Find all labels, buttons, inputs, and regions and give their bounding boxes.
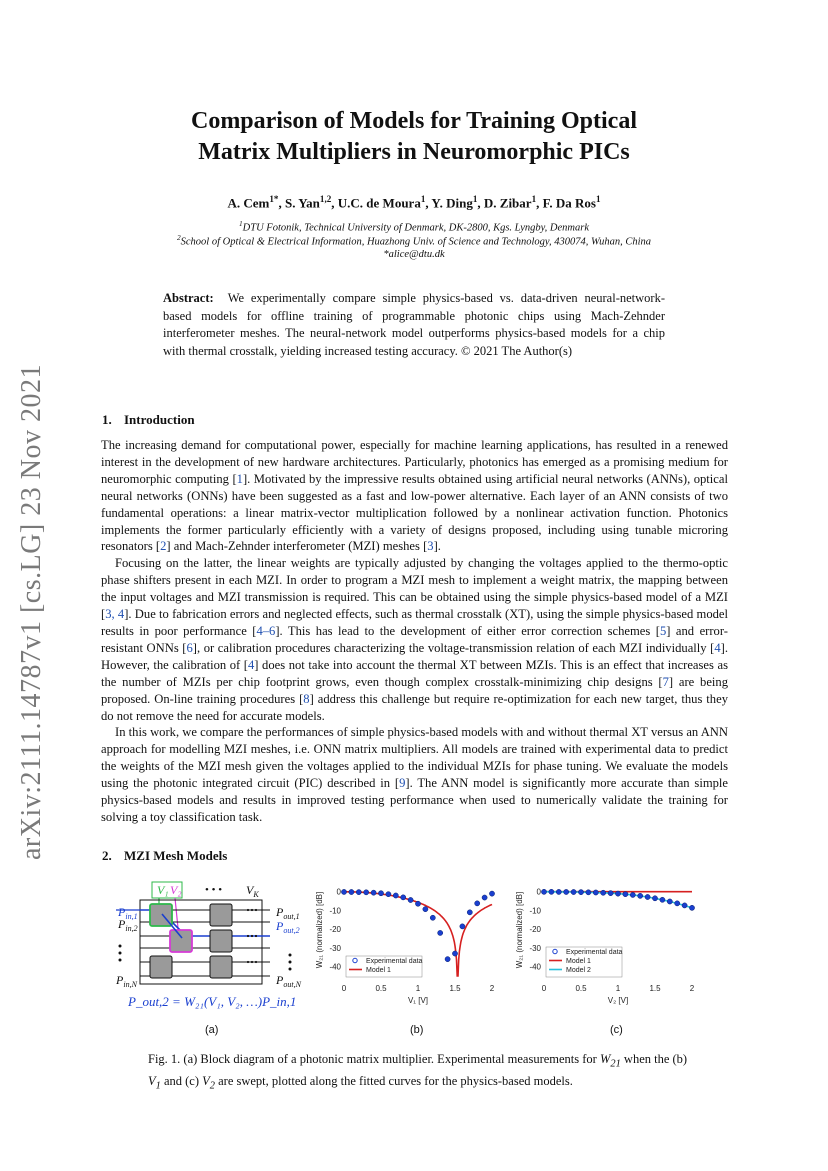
author-name: D. Zibar [483,195,532,211]
data-point [571,889,576,894]
legend-entry: Experimental data [366,958,423,965]
abstract [163,290,665,360]
affiliation-1-text: DTU Fotonik, Technical University of Denmark, DK-2800, Kgs. Lyngby, Denmark [242,222,590,234]
data-point [467,910,472,915]
data-point [460,924,465,929]
figure-caption: Fig. 1. (a) Block diagram of a photonic matrix multiplier. Experimental measurements for $W_{21}$ when the (b) $V_1$ and (c) $V_2$ are swept, plotted along the fitted curves for the physics-based models. [148,1052,688,1091]
x-tick-label: 0 [541,984,547,993]
paragraph-1: The increasing demand for computational power, especially for machine learning applications, has resulted in a renewed interest in the development of new hardware architectures. Particularly, photonics has emerged as a promising medium for neuromorphic computing [1]. Motivated by the impressive results obtained using artificial neural networks (ANNs), optical neural networks (ONNs) have been suggested as a fast and low-power alternative. Each layer of an ANN consists of two fundamental operations: a linear matrix-vector multiplication followed by a nonlinear activation function. Photonics implements the former particularly efficiently with a variety of designs proposed, including using tunable microring resonators [2] and Mach-Zehnder interferometer (MZI) meshes [3]. [101,438,728,554]
vk-label: $V_K$ [246,883,259,899]
pout2-label: $P_{out,2}$ [276,919,300,935]
data-point [615,891,620,896]
x-tick-label: 2 [689,984,695,993]
legend-entry: Model 1 [566,958,591,965]
author-list: A. Cem$^{1*}$, S. Yan$^{1,2}$, U.C. de Moura$^1$, Y. Ding$^1$, D. Zibar$^1$, F. Da Ros$^1$ [227,194,601,211]
x-tick-label: 1.5 [649,984,661,993]
author-name: S. Yan [284,195,320,211]
data-point [645,894,650,899]
citation-link[interactable]: 1 [236,471,243,486]
author-affiliation-mark: 1 [531,194,537,204]
author-name: A. Cem [227,195,270,211]
data-point [452,951,457,956]
y-tick-label: -40 [529,962,541,972]
legend-entry: Experimental data [566,949,623,956]
data-point [386,892,391,897]
x-tick-label: 2 [489,984,495,993]
data-point [349,889,354,894]
mzi-5 [210,930,232,952]
x-tick-label: 0.5 [575,984,587,993]
section-number: 1. [102,412,112,427]
author-affiliation-mark: 1 [472,194,478,204]
x-tick-label: 0 [341,984,347,993]
contact-email: *alice@dtu.dk [383,249,445,260]
y-tick-label: 0 [536,887,541,897]
citation-link[interactable]: 7 [662,674,669,689]
title-line-1: Comparison of Models for Training Optical [190,108,637,134]
author-affiliation-mark: 1 [595,194,601,204]
affiliation-2-mark: 2 [176,233,181,242]
citation-link[interactable]: 3, 4 [105,607,125,622]
paragraph-2: Focusing on the latter, the linear weights are typically adjusted by changing the voltages applied to the thermo-optic phase shifters present in each MZI. In order to program a MZI mesh to implement a weight matrix, the mapping between the input voltages and MZI transmission is required. This can be obtained using the simple physics-based model of a MZI [3, 4]. Due to fabrication errors and neglected effects, such as thermal crosstalk (XT), using the simple physics-based model results in poor performance [4–6]. This has lead to the development of either error correction schemes [5] and error-resistant ONNs [6], or calibration procedures characterizing the voltage-transmission relation of each MZI individually [4]. However, the calibration of [4] does not take into account the thermal XT between MZIs. This is an effect that increases as the number of MZIs per chip footprint grows, even though complex crosstalk-minimizing chip designs [7] are being proposed. On-line training procedures [8] address this challenge but require re-optimization for each new target, thus they do not remove the need for accurate models. [101,556,728,723]
paragraph-3: In this work, we compare the performances of simple physics-based models with and without thermal XT versus an ANN approach for modelling MZI meshes, i.e. ONN matrix multipliers. All models are trained with experimental data to predict the weights of the MZI mesh given the voltages applied to the individual MZIs for phase tuning. We evaluate the models using the photonic integrated circuit (PIC) described in [9]. The ANN model is significantly more accurate than simple physics-based models and results in improved testing performance when used to numerically validate the training for solving a toy classification task. [101,725,728,824]
data-point [578,890,583,895]
data-point [689,905,694,910]
section-heading-introduction [102,412,195,428]
citation-link[interactable]: 8 [303,691,310,706]
data-point [489,891,494,896]
y-axis-label: W₂₁ (normalized) [dB] [315,891,324,969]
y-axis-label: W₂₁ (normalized) [dB] [515,891,524,969]
x-axis-label: V₁ [V] [407,996,429,1005]
data-point [593,890,598,895]
y-tick-label: -10 [329,906,341,916]
data-point [438,930,443,935]
pinN-label: $P_{in,N}$ [116,973,137,989]
data-point [564,889,569,894]
abstract-text: We experimentally compare simple physics-based vs. data-driven neural-network-based models for offline training of programmable photonic chips using Mach-Zehnder interferometer meshes. The neural-network model outperforms physics-based models for a chip with thermal crosstalk, yielding increased testing accuracy. © 2021 The Author(s) [163,291,665,358]
data-point [638,893,643,898]
mzi-6 [210,956,232,978]
section-title: Introduction [124,412,195,427]
data-point [371,890,376,895]
data-point [482,895,487,900]
data-point [423,907,428,912]
chart-panel-c [506,878,706,1053]
x-tick-label: 1 [615,984,621,993]
author-affiliation-mark: 1* [269,194,279,204]
v1-label: V₁ [157,883,169,897]
top-dots: • • • [205,884,223,896]
affiliation-1 [100,219,728,234]
data-point [364,890,369,895]
panel-label-c: (c) [610,1024,623,1036]
introduction-body [101,437,728,826]
mzi-3 [150,956,172,978]
data-point [556,889,561,894]
data-point [445,957,450,962]
data-point [675,901,680,906]
author-name: Y. Ding [431,195,473,211]
section-number: 2. [102,848,112,863]
panel-label-b: (b) [410,1024,424,1036]
data-point [401,895,406,900]
transfer-equation: P_out,2 = W₂₁(V₁, V₂, …)P_in,1 [128,994,297,1009]
legend-entry: Model 2 [566,967,591,974]
data-point [586,890,591,895]
y-tick-label: 0 [336,887,341,897]
affiliation-1-mark: 1 [238,219,243,228]
x-tick-label: 1.5 [449,984,461,993]
data-point [630,892,635,897]
data-point [378,891,383,896]
affiliation-2-text: School of Optical & Electrical Information, Huazhong Univ. of Science and Technology, 430074, Wuhan, China [180,236,652,248]
citation-link[interactable]: 9 [399,776,406,791]
data-point [356,890,361,895]
data-point [682,903,687,908]
data-point [549,889,554,894]
mzi-2 [170,930,192,952]
y-tick-label: -20 [529,925,541,935]
citation-link[interactable]: 4 [714,640,721,655]
data-point [341,889,346,894]
mzi-mesh-block-diagram [110,880,310,1009]
title-line-2: Matrix Multipliers in Neuromorphic PICs [198,139,630,165]
y-tick-label: -20 [329,925,341,935]
author-affiliation-mark: 1 [420,194,426,204]
data-point [608,891,613,896]
y-tick-label: -30 [329,943,341,953]
citation-link[interactable]: 4 [248,657,255,672]
x-tick-label: 1 [415,984,421,993]
section-heading-mzi-mesh-models [102,848,227,864]
affiliation-2 [100,233,728,248]
v2-label: V₂ [170,883,182,897]
chart-panel-b [306,878,506,1053]
abstract-label: Abstract: [163,291,214,305]
author-affiliation-mark: 1,2 [319,194,332,204]
data-point [393,893,398,898]
mzi-4 [210,904,232,926]
data-point [667,899,672,904]
citation-link[interactable]: 4–6 [256,623,276,638]
section-title: MZI Mesh Models [124,848,228,863]
data-point [601,890,606,895]
data-point [430,915,435,920]
citation-link[interactable]: 6 [186,640,193,655]
pin2-label: $P_{in,2}$ [118,917,138,933]
data-point [541,889,546,894]
pin1-label: $P_{in,1}$ [118,905,138,921]
data-point [660,897,665,902]
poutN-label: $P_{out,N}$ [276,973,301,989]
data-point [415,901,420,906]
citation-link[interactable]: 2 [160,539,167,554]
y-tick-label: -30 [529,943,541,953]
citation-link[interactable]: 3 [427,539,434,554]
citation-link[interactable]: 5 [659,623,667,638]
pout1-label: $P_{out,1}$ [276,905,300,921]
panel-label-a: (a) [205,1024,219,1036]
arxiv-identifier: arXiv:2111.14787v1 [cs.LG] 23 Nov 2021 [16,364,47,860]
y-tick-label: -10 [529,906,541,916]
x-axis-label: V₂ [V] [607,996,629,1005]
x-tick-label: 0.5 [375,984,387,993]
data-point [652,896,657,901]
data-point [408,897,413,902]
author-name: U.C. de Moura [337,195,421,211]
data-point [623,892,628,897]
legend-entry: Model 1 [366,967,391,974]
paper-title [100,106,728,168]
y-tick-label: -40 [329,962,341,972]
data-point [475,901,480,906]
author-name: F. Da Ros [542,195,596,211]
